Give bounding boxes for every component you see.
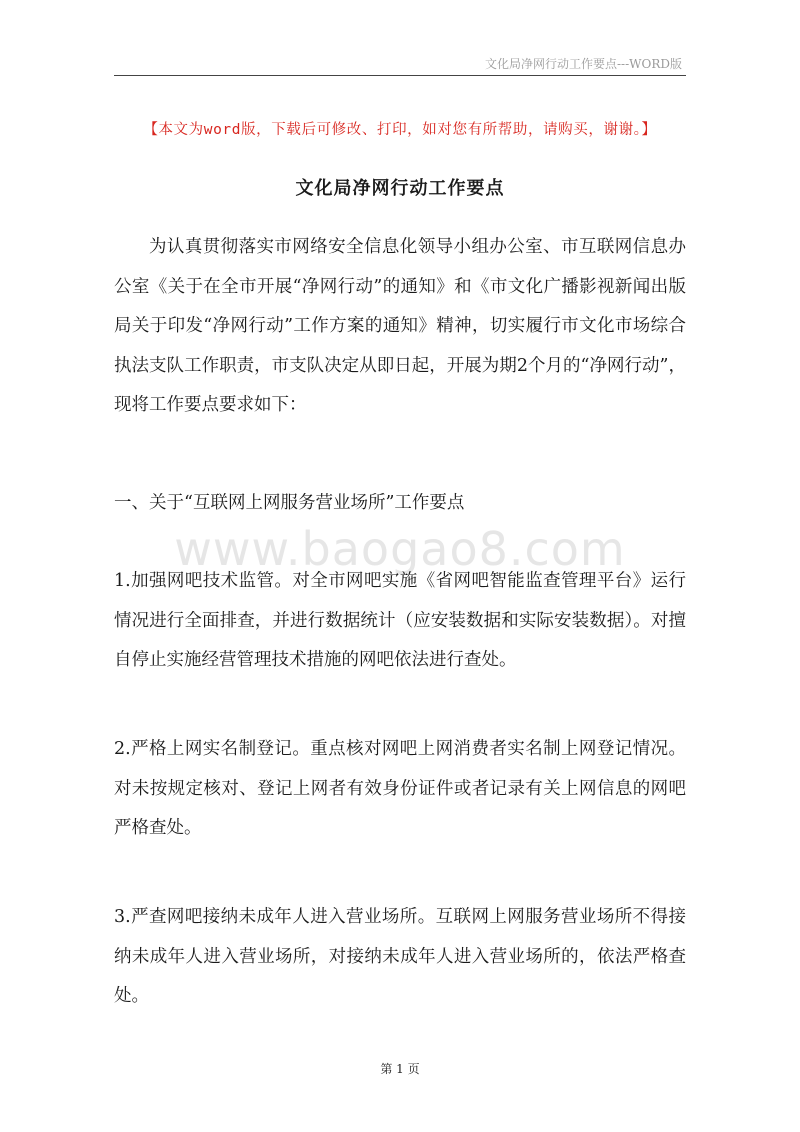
item-1-text: 1.加强网吧技术监管。对全市网吧实施《省网吧智能监查管理平台》运行情况进行全面排查，并进行数据统计（应安装数据和实际安装数据）。对擅自停止实施经营管理技术措施的网吧依法进行查处。: [114, 571, 686, 670]
document-title: 文化局净网行动工作要点: [295, 178, 505, 199]
section-1-heading: 一、关于“互联网上网服务营业场所”工作要点: [114, 493, 465, 513]
list-item: [114, 898, 686, 1017]
intro-text: 为认真贯彻落实市网络安全信息化领导小组办公室、市互联网信息办公室《关于在全市开展“净网行动”的通知》和《市文化广播影视新闻出版局关于印发“净网行动”工作方案的通知》精神，切实履行市文化市场综合执法支队工作职责，市支队决定从即日起，开展为期2个月的“净网行动”，现将工作要点要求如下：: [114, 237, 686, 415]
list-item: [114, 730, 686, 849]
header-rule: [114, 75, 686, 76]
section-heading: [114, 484, 686, 524]
purchase-notice: 【本文为word版，下载后可修改、打印，如对您有所帮助，请购买，谢谢。】: [143, 122, 657, 138]
watermark: www.baogao8.com: [174, 522, 626, 576]
page-number: 第 1 页: [380, 1062, 420, 1076]
running-header: 文化局净网行动工作要点---WORD版: [485, 57, 682, 71]
item-3-text: 3.严查网吧接纳未成年人进入营业场所。互联网上网服务营业场所不得接纳未成年人进入营业场所，对接纳未成年人进入营业场所的，依法严格查处。: [114, 907, 686, 1006]
list-item: [114, 562, 686, 681]
item-2-text: 2.严格上网实名制登记。重点核对网吧上网消费者实名制上网登记情况。对未按规定核对、登记上网者有效身份证件或者记录有关上网信息的网吧严格查处。: [114, 739, 686, 838]
intro-paragraph: [114, 228, 686, 426]
